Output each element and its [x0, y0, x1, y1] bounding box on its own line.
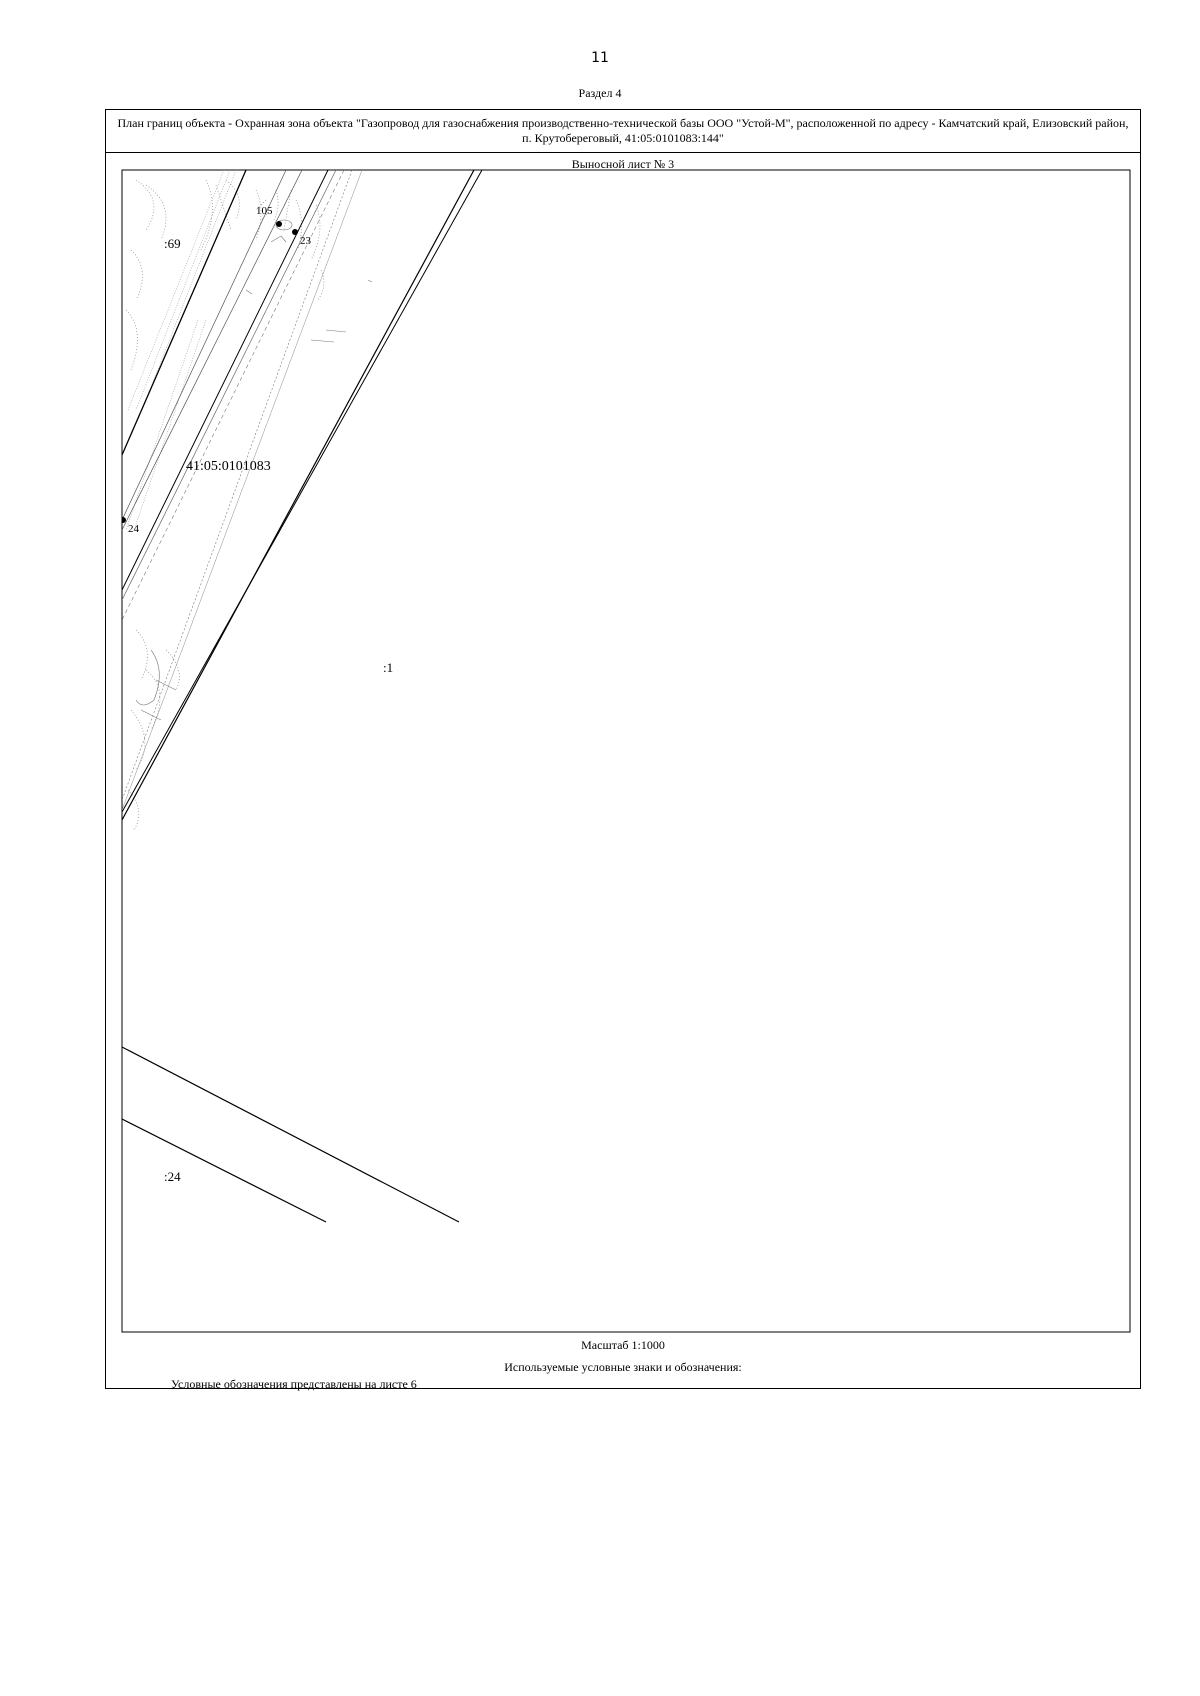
plan-frame	[105, 109, 1141, 1389]
parcel-label-24: :24	[164, 1169, 181, 1184]
legend-title: Используемые условные знаки и обозначения:	[504, 1360, 742, 1374]
map-border	[122, 170, 1130, 1332]
boundary-point-23	[292, 229, 298, 235]
boundary-point-24	[120, 517, 126, 523]
parcel-label-1: :1	[383, 660, 394, 675]
plan-title: План границ объекта - Охранная зона объекта "Газопровод для газоснабжения производственно-технической базы ООО "Устой-М", расположенной по адресу - Камчатский край, Елизовский район, п. Крутобереговый, 41:05:0101083:144"	[106, 110, 1140, 153]
point-label-105: 105	[256, 205, 273, 217]
point-label-23: 23	[300, 235, 311, 247]
cadastral-map	[106, 110, 1140, 1388]
legend-note: Условные обозначения представлены на листе 6	[171, 1377, 417, 1391]
boundary-point-105	[276, 221, 282, 227]
page-number: 11	[591, 50, 609, 66]
point-label-24: 24	[128, 523, 139, 535]
lower-boundary-lines	[122, 1047, 459, 1222]
sheet-label: Выносной лист № 3	[571, 157, 675, 171]
quarter-label: 41:05:0101083	[186, 459, 271, 474]
parcel-label-69: :69	[164, 236, 181, 251]
road-lines	[122, 170, 482, 820]
scale-label: Масштаб 1:1000	[581, 1338, 665, 1352]
section-title: Раздел 4	[578, 86, 622, 100]
